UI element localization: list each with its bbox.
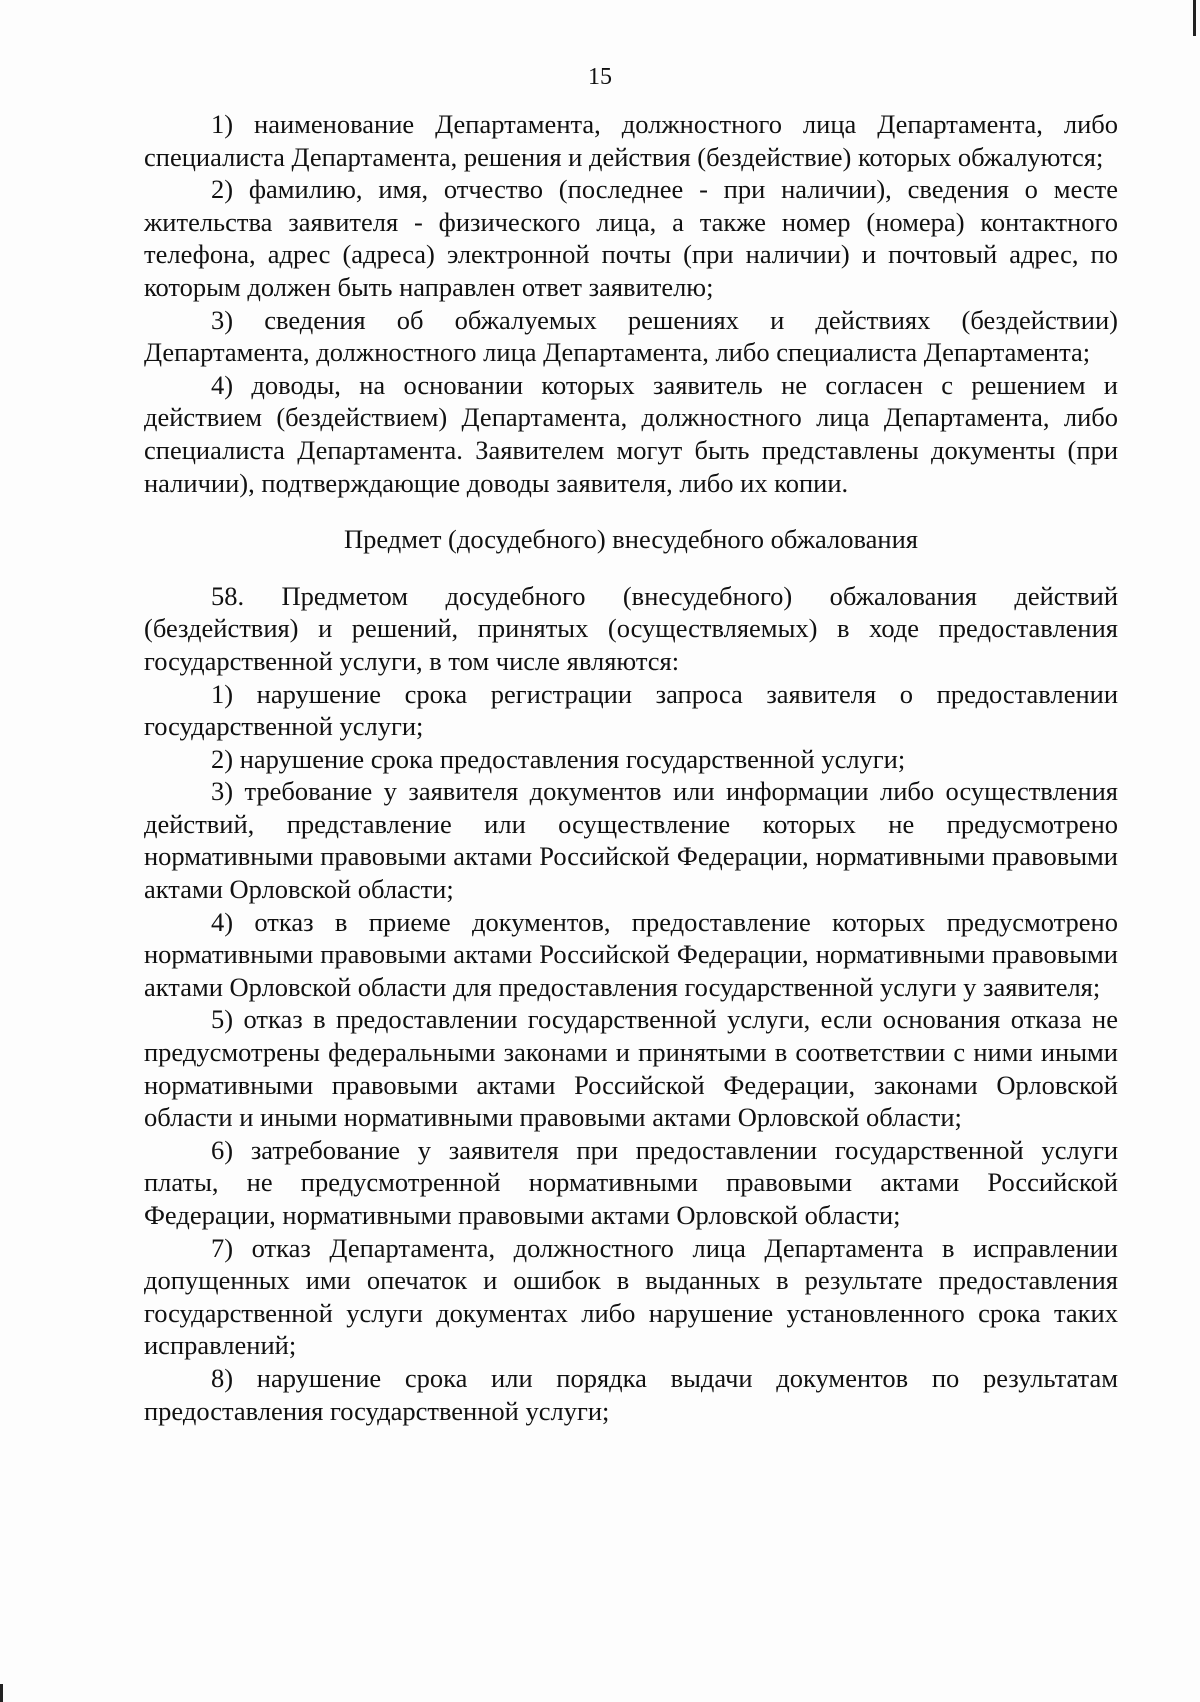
list-item: 6) затребование у заявителя при предоставлении государственной услуги платы, не предусмотренной нормативными правовыми актами Российской Федерации, нормативными правовыми актами Орловской области; — [144, 1134, 1118, 1230]
list-item: 5) отказ в предоставлении государственной услуги, если основания отказа не предусмотрены федеральными законами и принятыми в соответствии с ними иными нормативными правовыми актами Российской Федерации, законами Орловской области и иными нормативными правовыми актами Орловской области; — [144, 1004, 1118, 1133]
list-item: 3) сведения об обжалуемых решениях и действиях (бездействии) Департамента, должностного лица Департамента, либо специалиста Департамента; — [144, 304, 1118, 368]
document-body — [144, 108, 1118, 1427]
scan-edge-mark-bottom-left — [0, 1684, 3, 1702]
list-item: 1) нарушение срока регистрации запроса заявителя о предоставлении государственной услуги; — [144, 678, 1118, 742]
list-item: 2) фамилию, имя, отчество (последнее - при наличии), сведения о месте жительства заявителя - физического лица, а также номер (номера) контактного телефона, адрес (адреса) электронной почты (при наличии) и почтовый адрес, по которым должен быть направлен ответ заявителю; — [144, 174, 1118, 302]
section-heading: Предмет (досудебного) внесудебного обжалования — [344, 524, 918, 555]
list-item: 4) отказ в приеме документов, предоставление которых предусмотрено нормативными правовыми актами Российской Федерации, нормативными правовыми актами Орловской области для предоставления государственной услуги у заявителя; — [144, 906, 1118, 1002]
list-item: 4) доводы, на основании которых заявитель не согласен с решением и действием (бездействием) Департамента, должностного лица Департамента, либо специалиста Департамента. Заявителем могут быть представлены документы (при наличии), подтверждающие доводы заявителя, либо их копии. — [144, 369, 1118, 498]
list-item: 2) нарушение срока предоставления государственной услуги; — [211, 743, 906, 774]
list-item: 8) нарушение срока или порядка выдачи документов по результатам предоставления государственной услуги; — [144, 1362, 1118, 1426]
list-item: 3) требование у заявителя документов или информации либо осуществления действий, представление или осуществление которых не предусмотрено нормативными правовыми актами Российской Федерации, нормативными правовыми актами Орловской области; — [144, 776, 1118, 905]
page-number: 15 — [588, 64, 612, 90]
scan-edge-mark-top-right — [1193, 0, 1196, 36]
list-item: 1) наименование Департамента, должностного лица Департамента, либо специалиста Департамента, решения и действия (бездействие) которых обжалуются; — [144, 109, 1118, 172]
clause-paragraph: 58. Предметом досудебного (внесудебного) обжалования действий (бездействия) и решений, принятых (осуществляемых) в ходе предоставления государственной услуги, в том числе являются: — [144, 580, 1118, 676]
list-item: 7) отказ Департамента, должностного лица Департамента в исправлении допущенных ими опечаток и ошибок в выданных в результате предоставления государственной услуги документах либо нарушение установленного срока таких исправлений; — [144, 1232, 1118, 1361]
